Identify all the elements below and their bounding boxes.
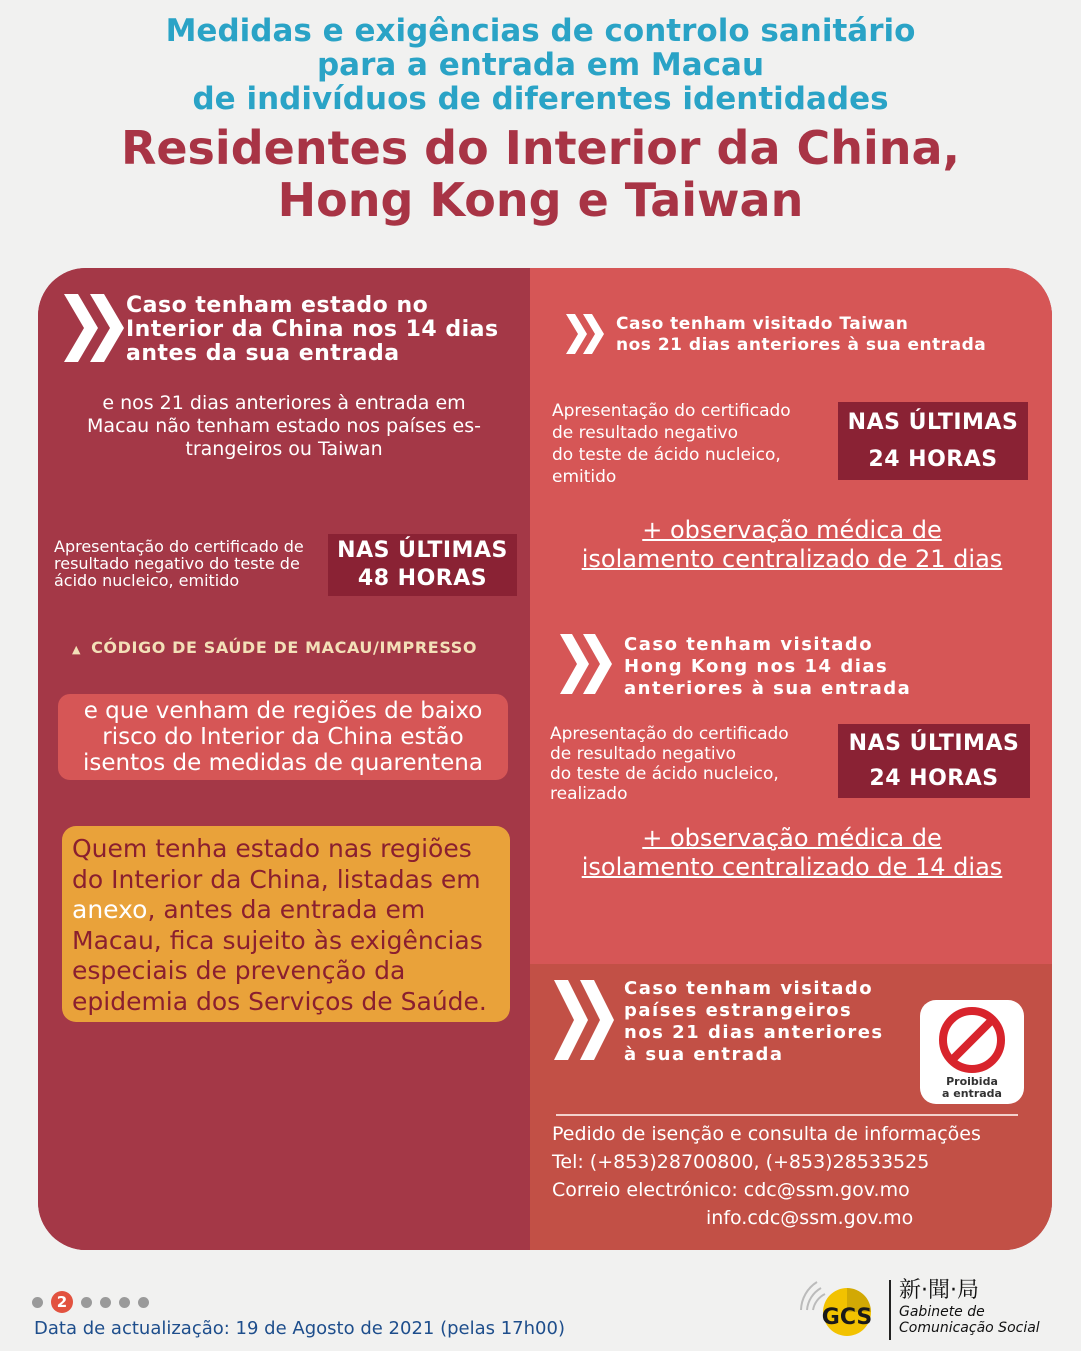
logo-portuguese: Gabinete de xyxy=(899,1304,985,1320)
observation-line: isolamento centralizado de 21 dias xyxy=(581,545,1003,573)
health-code-label: CÓDIGO DE SAÚDE DE MACAU/IMPRESSO xyxy=(91,638,478,657)
cert-line: ácido nucleico, emitido xyxy=(54,571,240,590)
time-badge-48h xyxy=(328,534,517,596)
badge-line: 48 HORAS xyxy=(357,566,488,591)
cert-line: de resultado negativo xyxy=(552,423,739,443)
page-dot[interactable] xyxy=(119,1297,130,1308)
badge-line: NAS ÚLTIMAS xyxy=(337,538,508,563)
taiwan-heading-line: Caso tenham visitado Taiwan xyxy=(616,314,909,334)
gcs-emblem-icon xyxy=(795,1274,891,1346)
foreign-heading-line: Caso tenham visitado xyxy=(624,978,874,999)
subtitle-line-1: Medidas e exigências de controlo sanitário xyxy=(165,13,916,49)
page-dot[interactable] xyxy=(138,1297,149,1308)
contact-divider xyxy=(556,1114,1018,1116)
mainland-heading-line: Interior da China nos 14 dias xyxy=(126,317,499,342)
gcs-logo xyxy=(795,1274,1065,1346)
special-line: especiais de prevenção da xyxy=(72,956,406,985)
hongkong-heading-line: anteriores à sua entrada xyxy=(624,678,912,699)
badge-line: 24 HORAS xyxy=(869,766,999,791)
double-chevron-icon xyxy=(566,314,608,354)
badge-line: 24 HORAS xyxy=(868,447,998,472)
no-entry-sign xyxy=(920,1000,1024,1104)
page-title-line-1: Residentes do Interior da China, xyxy=(120,121,961,175)
mainland-cert-text xyxy=(54,538,304,589)
page-dot-active[interactable] xyxy=(51,1291,73,1313)
observation-line: isolamento centralizado de 14 dias xyxy=(581,853,1003,881)
special-line: Quem tenha estado nas regiões xyxy=(72,834,472,863)
triangle-icon: ▲ xyxy=(72,643,82,656)
special-line: do Interior da China, listadas em xyxy=(72,864,481,894)
foreign-heading-line: nos 21 dias anteriores xyxy=(624,1022,884,1043)
badge-line: NAS ÚLTIMAS xyxy=(847,410,1019,435)
foreign-heading-line: à sua entrada xyxy=(624,1044,784,1065)
special-line: epidemia dos Serviços de Saúde. xyxy=(72,986,487,1016)
taiwan-heading xyxy=(616,314,986,356)
observation-line: + observação médica de xyxy=(642,824,942,852)
logo-portuguese: Comunicação Social xyxy=(899,1320,1040,1336)
cert-line: do teste de ácido nucleico, xyxy=(552,445,781,465)
annex-link[interactable]: anexo xyxy=(72,895,148,924)
contact-email-2[interactable]: info.cdc@ssm.gov.mo xyxy=(706,1207,914,1229)
foreign-heading-line: países estrangeiros xyxy=(624,1000,853,1021)
cert-line: de resultado negativo xyxy=(550,744,737,764)
condition-line: trangeiros ou Taiwan xyxy=(185,438,383,460)
logo-text xyxy=(899,1278,1040,1336)
health-code-note xyxy=(72,638,477,657)
page-title-line-2: Hong Kong e Taiwan xyxy=(277,173,804,227)
page-dot[interactable] xyxy=(32,1297,43,1308)
double-chevron-icon xyxy=(64,294,128,362)
foreign-heading xyxy=(624,978,884,1066)
time-badge-24h-hongkong xyxy=(838,724,1030,798)
special-line: Macau, fica sujeito às exigências xyxy=(72,925,483,955)
hongkong-heading-line: Hong Kong nos 14 dias xyxy=(624,656,889,677)
taiwan-heading-line: nos 21 dias anteriores à sua entrada xyxy=(616,335,987,355)
time-badge-24h-taiwan xyxy=(838,402,1028,480)
page-number: 2 xyxy=(56,1293,68,1311)
double-chevron-icon xyxy=(560,634,616,694)
double-chevron-icon xyxy=(554,980,618,1060)
page-dot[interactable] xyxy=(81,1297,92,1308)
contact-email[interactable]: Correio electrónico: cdc@ssm.gov.mo xyxy=(552,1179,910,1201)
condition-line: Macau não tenham estado nos países es- xyxy=(87,415,481,437)
hongkong-cert-text xyxy=(550,724,789,804)
info-card xyxy=(38,268,1052,1250)
prohibited-label: a entrada xyxy=(942,1087,1002,1100)
prohibited-icon xyxy=(937,1005,1007,1075)
special-requirements-box xyxy=(62,826,510,1022)
low-risk-exemption xyxy=(58,694,508,780)
low-risk-line: risco do Interior da China estão xyxy=(102,724,464,750)
hongkong-heading xyxy=(624,634,911,700)
cert-line: resultado negativo do teste de xyxy=(54,554,300,573)
cert-line: do teste de ácido nucleico, xyxy=(550,764,779,784)
mainland-heading-line: Caso tenham estado no xyxy=(126,293,429,318)
contact-phone[interactable]: Tel: (+853)28700800, (+853)28533525 xyxy=(552,1151,930,1173)
prohibited-label: Proibida xyxy=(946,1075,998,1088)
cert-line: Apresentação do certificado xyxy=(552,401,791,421)
update-date: Data de actualização: 19 de Agosto de 2021 (pelas 17h00) xyxy=(34,1318,565,1339)
special-line xyxy=(72,895,500,926)
mainland-condition xyxy=(58,392,510,461)
contact-heading: Pedido de isenção e consulta de informações xyxy=(552,1123,981,1145)
mainland-heading xyxy=(126,294,499,366)
condition-line: e nos 21 dias anteriores à entrada em xyxy=(102,392,466,414)
cert-line: Apresentação do certificado xyxy=(550,724,789,744)
cert-line: Apresentação do certificado de xyxy=(54,537,304,556)
logo-divider xyxy=(889,1280,891,1340)
low-risk-line: isentos de medidas de quarentena xyxy=(83,750,483,776)
page-indicator xyxy=(32,1291,149,1313)
gcs-mark-text: GCS xyxy=(821,1305,873,1330)
header xyxy=(0,14,1081,226)
special-line-rest: , antes da entrada em xyxy=(147,895,426,924)
cert-line: realizado xyxy=(550,784,628,804)
mainland-heading-line: antes da sua entrada xyxy=(126,341,400,366)
low-risk-line: e que venham de regiões de baixo xyxy=(83,698,483,724)
subtitle-line-2: para a entrada em Macau xyxy=(316,47,765,83)
badge-line: NAS ÚLTIMAS xyxy=(848,731,1020,756)
hongkong-heading-line: Caso tenham visitado xyxy=(624,634,874,655)
observation-line: + observação médica de xyxy=(642,516,942,544)
taiwan-observation xyxy=(542,516,1042,574)
taiwan-cert-text xyxy=(552,400,791,488)
subtitle-line-3: de indivíduos de diferentes identidades xyxy=(192,81,889,117)
page-dot[interactable] xyxy=(100,1297,111,1308)
contact-info xyxy=(552,1120,981,1232)
hongkong-observation xyxy=(542,824,1042,882)
cert-line: emitido xyxy=(552,467,617,487)
logo-chinese: 新·聞·局 xyxy=(899,1278,979,1303)
